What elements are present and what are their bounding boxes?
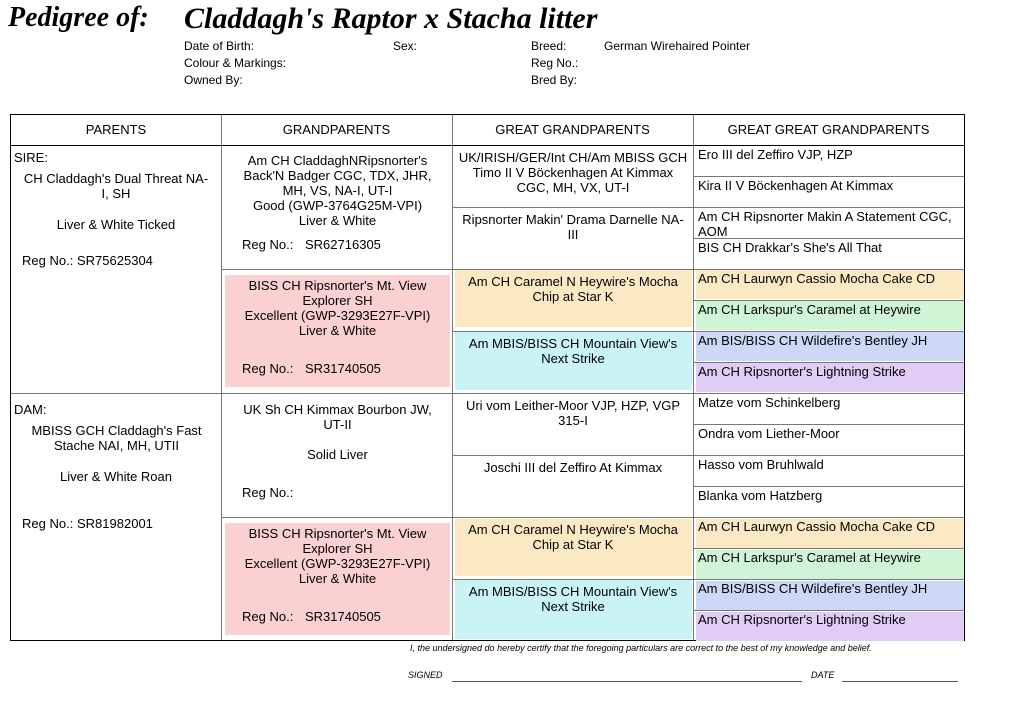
grandparent-1-line: Am CH CladdaghNRipsnorter's xyxy=(247,153,428,168)
dam-reg-label: Reg No.: xyxy=(22,516,74,531)
ggp-3: Am CH Caramel N Heywire's Mocha Chip at Star K xyxy=(468,274,678,304)
pedigree-label: Pedigree of: xyxy=(8,2,149,33)
ggp-6: Joschi III del Zeffiro At Kimmax xyxy=(483,460,663,475)
gggp-16: Am CH Ripsnorter's Lightning Strike xyxy=(698,612,906,627)
reg-label: Reg No.: xyxy=(531,56,579,70)
sire-reg: SR75625304 xyxy=(77,253,153,268)
gggp-1: Ero III del Zeffiro VJP, HZP xyxy=(698,147,853,162)
grandparent-1-reg-label: Reg No.: xyxy=(242,237,294,252)
grandparent-1-line: Back'N Badger CGC, TDX, JHR, xyxy=(243,168,432,183)
grandparent-2-reg-label: Reg No.: xyxy=(242,361,294,376)
gggp-11: Hasso vom Bruhlwald xyxy=(698,457,824,472)
gggp-6: Am CH Larkspur's Caramel at Heywire xyxy=(698,302,921,317)
signed-label: SIGNED xyxy=(408,670,443,680)
ggp-7: Am CH Caramel N Heywire's Mocha Chip at Star K xyxy=(468,522,678,552)
grandparent-4 xyxy=(225,526,450,586)
dam-reg: SR81982001 xyxy=(77,516,153,531)
grandparent-1-line: Good (GWP-3764G25M-VPI) xyxy=(252,198,423,213)
grandparent-2-line: BISS CH Ripsnorter's Mt. View xyxy=(248,278,427,293)
grandparent-2-line: Explorer SH xyxy=(302,293,373,308)
sire-name: CH Claddagh's Dual Threat NA-I, SH xyxy=(23,171,209,201)
signature-line[interactable] xyxy=(452,681,802,682)
grandparent-4-line: Liver & White xyxy=(298,571,377,586)
grandparent-3-line: Solid Liver xyxy=(307,447,368,462)
grandparent-3-line: UT-II xyxy=(323,417,352,432)
col-header-great-great-grandparents: GREAT GREAT GRANDPARENTS xyxy=(727,122,930,137)
grandparent-2-line: Liver & White xyxy=(298,323,377,338)
owned-label: Owned By: xyxy=(184,73,243,87)
ggp-5: Uri vom Leither-Moor VJP, HZP, VGP 315-I xyxy=(465,398,681,428)
gggp-12: Blanka vom Hatzberg xyxy=(698,488,823,503)
gggp-10: Ondra vom Liether-Moor xyxy=(698,426,840,441)
gggp-2: Kira II V Böckenhagen At Kimmax xyxy=(698,178,894,193)
grandparent-1-line: MH, VS, NA-I, UT-I xyxy=(282,183,393,198)
grandparent-1 xyxy=(225,153,450,225)
grandparent-3-line: UK Sh CH Kimmax Bourbon JW, xyxy=(243,402,432,417)
breed-label: Breed: xyxy=(531,39,567,53)
dam-color: Liver & White Roan xyxy=(60,469,172,484)
bred-label: Bred By: xyxy=(531,73,578,87)
gggp-4: BIS CH Drakkar's She's All That xyxy=(698,240,882,255)
gggp-14: Am CH Larkspur's Caramel at Heywire xyxy=(698,550,921,565)
pedigree-table xyxy=(10,114,965,641)
ggp-8: Am MBIS/BISS CH Mountain View's Next Strike xyxy=(468,584,678,614)
date-line[interactable] xyxy=(842,681,958,682)
gggp-15: Am BIS/BISS CH Wildefire's Bentley JH xyxy=(698,581,928,596)
grandparent-4-line: Excellent (GWP-3293E27F-VPI) xyxy=(244,556,431,571)
grandparent-2-reg: SR31740505 xyxy=(305,361,381,376)
grandparent-4-line: Explorer SH xyxy=(302,541,373,556)
gggp-3: Am CH Ripsnorter Makin A Statement CGC, AOM xyxy=(698,209,952,239)
ggp-2: Ripsnorter Makin' Drama Darnelle NA-III xyxy=(462,212,684,242)
grandparent-2-line: Excellent (GWP-3293E27F-VPI) xyxy=(244,308,431,323)
col-header-great-grandparents: GREAT GRANDPARENTS xyxy=(495,122,650,137)
litter-title: Claddagh's Raptor x Stacha litter xyxy=(184,2,598,35)
sire-role: SIRE: xyxy=(14,150,48,165)
sire-reg-label: Reg No.: xyxy=(22,253,74,268)
gggp-13: Am CH Laurwyn Cassio Mocha Cake CD xyxy=(698,519,935,534)
grandparent-2 xyxy=(225,278,450,338)
grandparent-4-reg: SR31740505 xyxy=(305,609,381,624)
dam-role: DAM: xyxy=(14,402,47,417)
col-header-grandparents: GRANDPARENTS xyxy=(282,122,391,137)
gggp-7: Am BIS/BISS CH Wildefire's Bentley JH xyxy=(698,333,928,348)
grandparent-3 xyxy=(225,402,450,462)
certification-text: I, the undersigned do hereby certify that the foregoing particulars are correct to the best of my knowledge and belief. xyxy=(410,643,872,653)
dob-label: Date of Birth: xyxy=(184,39,255,53)
date-label: DATE xyxy=(811,670,835,680)
ggp-4: Am MBIS/BISS CH Mountain View's Next Strike xyxy=(468,336,678,366)
colour-label: Colour & Markings: xyxy=(184,56,287,70)
breed-value: German Wirehaired Pointer xyxy=(604,39,751,53)
dam-name: MBISS GCH Claddagh's Fast Stache NAI, MH, UTII xyxy=(31,423,202,453)
col-header-parents: PARENTS xyxy=(85,122,147,137)
gggp-9: Matze vom Schinkelberg xyxy=(698,395,841,410)
gggp-5: Am CH Laurwyn Cassio Mocha Cake CD xyxy=(698,271,935,286)
ggp-1: UK/IRISH/GER/Int CH/Am MBISS GCH Timo II V Böckenhagen At Kimmax CGC, MH, VX, UT-I xyxy=(458,150,688,195)
grandparent-4-reg-label: Reg No.: xyxy=(242,609,294,624)
grandparent-3-reg-label: Reg No.: xyxy=(242,485,294,500)
grandparent-3-line xyxy=(225,432,450,447)
grandparent-4-line: BISS CH Ripsnorter's Mt. View xyxy=(248,526,427,541)
grandparent-1-line: Liver & White xyxy=(298,213,377,225)
sire-color: Liver & White Ticked xyxy=(56,217,176,232)
gggp-8: Am CH Ripsnorter's Lightning Strike xyxy=(698,364,906,379)
grandparent-1-reg: SR62716305 xyxy=(305,237,381,252)
sex-label: Sex: xyxy=(393,39,418,53)
